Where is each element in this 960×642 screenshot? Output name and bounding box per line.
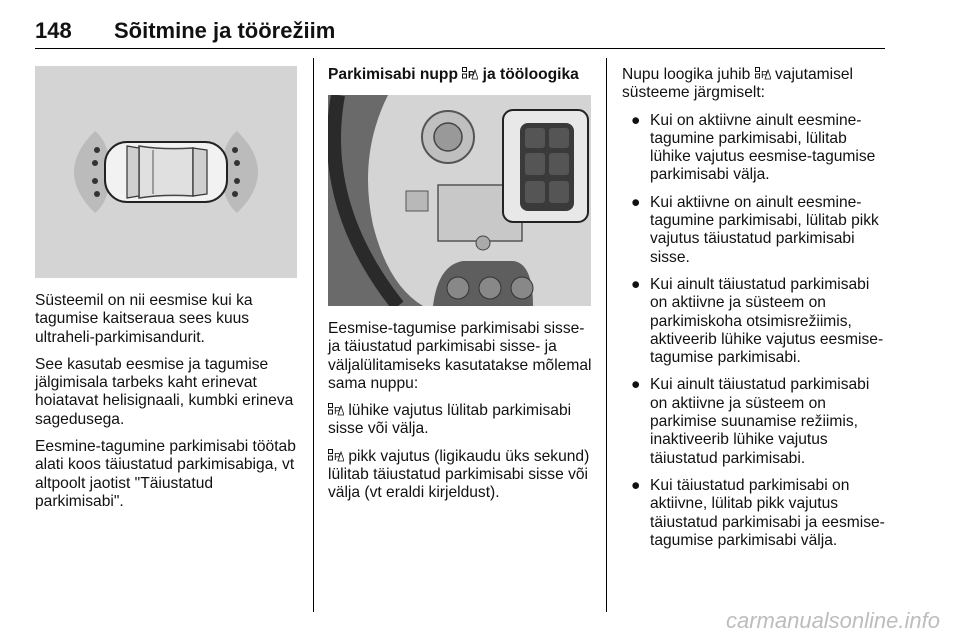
short-press-paragraph (328, 402, 600, 439)
heading-prefix: Parkimisabi nupp (328, 66, 458, 83)
bullet-dot: ● (631, 275, 641, 293)
list-item (622, 112, 890, 185)
column-1-text (35, 292, 303, 520)
list-item (622, 376, 890, 467)
column-divider-1 (313, 58, 314, 612)
column-3-text (622, 66, 890, 559)
svg-text:P: P (334, 451, 341, 462)
paragraph: Eesmine-tagumine parkimisabi töötab alati koos täiustatud parkimisabiga, vt altpoolt jaotist "Täiustatud parkimisabi". (35, 438, 296, 510)
list-item (622, 276, 890, 367)
bullet-text: Kui ainult täiustatud parkimisabi on aktiivne ja süsteem on parkimise suunamise režiimis, inaktiveerib lühike vajutus täiustatud parkimisabi. (650, 376, 870, 467)
short-press-text: lühike vajutus lülitab parkimisabi sisse või välja. (328, 402, 572, 438)
heading-suffix: ja tööloogika (482, 66, 579, 83)
car-sensor-zones-illustration (35, 66, 297, 278)
bullet-dot: ● (631, 376, 641, 394)
svg-text:P: P (334, 406, 341, 417)
parking-assist-icon (328, 403, 344, 416)
chapter-title: Sõitmine ja töörežiim (114, 18, 336, 43)
bullet-text: Kui aktiivne on ainult eesmine-tagumine parkimisabi, lülitab pikk vajutus täiustatud parkimisabi sisse. (650, 193, 879, 266)
intro-suffix: vajutamisel süsteeme järgmiselt: (622, 66, 853, 102)
list-item (622, 477, 890, 550)
intro-paragraph: Eesmise-tagumise parkimisabi sisse- ja täiustatud parkimisabi sisse- ja väljalülitamiseks kasutatakse mõlemal sama nuppu: (328, 320, 592, 392)
parking-assist-icon (462, 67, 478, 80)
page-number: 148 (35, 18, 72, 43)
list-item (622, 194, 890, 267)
long-press-text: pikk vajutus (ligikaudu üks sekund) lülitab täiustatud parkimisabi sisse või välja (vt eraldi kirjeldust). (328, 447, 590, 502)
column-divider-2 (606, 58, 607, 612)
bullet-dot: ● (631, 193, 641, 211)
intro-paragraph (622, 66, 890, 103)
bullet-dot: ● (631, 111, 641, 129)
column-2-text (328, 320, 600, 512)
bullet-dot: ● (631, 476, 641, 494)
parking-assist-icon (328, 449, 344, 462)
bullet-text: Kui täiustatud parkimisabi on aktiivne, lülitab pikk vajutus täiustatud parkimisabi ja eesmise-tagumise parkimisabi välja. (650, 476, 885, 549)
header-rule (35, 48, 885, 49)
intro-prefix: Nupu loogika juhib (622, 66, 751, 83)
paragraph: Süsteemil on nii eesmise kui ka tagumise kaitseraua sees kuus ultraheli-parkimisandurit. (35, 292, 253, 346)
svg-text:P: P (760, 70, 768, 80)
bullet-text: Kui ainult täiustatud parkimisabi on aktiivne ja süsteem on parkimiskoha otsimisrežiimis, aktiveerib lühike vajutus eesmise-tagumise parkimisabi. (650, 275, 884, 367)
svg-text:P: P (468, 70, 475, 80)
section-heading (328, 66, 579, 84)
parking-assist-icon (755, 67, 771, 80)
bullet-text: Kui on aktiivne ainult eesmine-tagumine parkimisabi, lülitab lühike vajutus eesmise-tagumise parkimisabi välja. (650, 111, 876, 184)
logic-bullet-list (622, 112, 890, 551)
dashboard-parking-button-illustration (328, 95, 591, 306)
watermark[interactable]: carmanualsonline.info (725, 608, 940, 633)
paragraph: See kasutab eesmise ja tagumise jälgimisala tarbeks kaht erinevat hoiatavat helisignaali, kumbki erineva sagedusega. (35, 355, 294, 428)
long-press-paragraph (328, 448, 600, 503)
